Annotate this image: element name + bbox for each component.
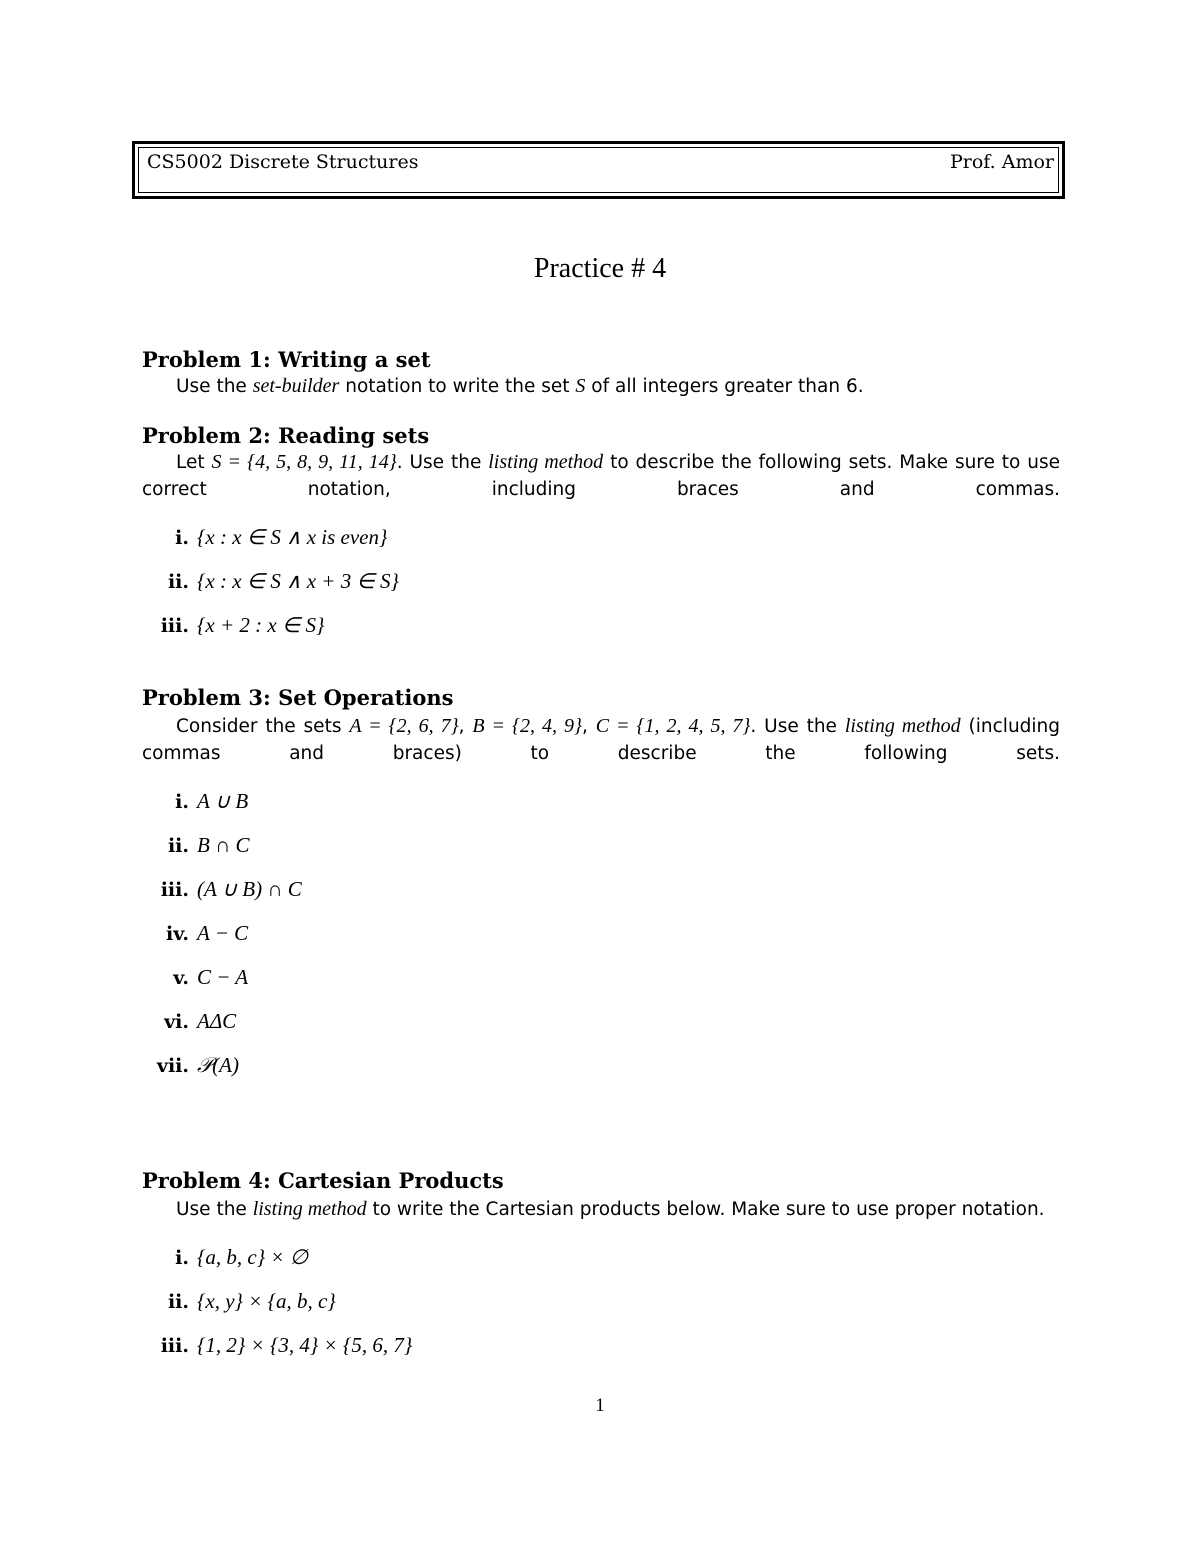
problem-3-item-3: iii. (A ∪ B) ∩ C — [160, 877, 302, 901]
course-header-inner — [138, 147, 1059, 193]
problem-4-text: Use the listing method to write the Cartesian products below. Make sure to use proper notation. — [176, 1198, 1045, 1220]
problem-2-item-1: i. {x : x ∈ S ∧ x is even} — [175, 525, 388, 549]
problem-4-item-2: ii. {x, y} × {a, b, c} — [167, 1289, 336, 1313]
problem-3-text: Consider the sets A = {2, 6, 7}, B = {2, 4, 9}, C = {1, 2, 4, 5, 7}. Use the listing method (including commas and braces) to describe the following sets. — [142, 715, 1060, 764]
problem-3-item-1: i. A ∪ B — [175, 789, 249, 813]
problem-3-title: Problem 3: Set Operations — [142, 685, 454, 710]
problem-2-text: Let S = {4, 5, 8, 9, 11, 14}. Use the listing method to describe the following sets. Make sure to use correct notation, including braces and commas. — [142, 451, 1060, 500]
problem-3-item-4: iv. A − C — [166, 921, 249, 945]
course-name: CS5002 Discrete Structures — [147, 151, 419, 173]
problem-1-text: Use the set-builder notation to write the set S of all integers greater than 6. — [176, 375, 864, 397]
problem-3-item-6: vi. AΔC — [164, 1009, 237, 1033]
problem-4-title: Problem 4: Cartesian Products — [142, 1168, 504, 1193]
problem-3-item-5: v. C − A — [173, 965, 249, 989]
page-number: 1 — [595, 1395, 605, 1416]
problem-2-title: Problem 2: Reading sets — [142, 423, 430, 448]
problem-4-item-3: iii. {1, 2} × {3, 4} × {5, 6, 7} — [160, 1333, 413, 1357]
course-header — [132, 141, 1065, 199]
instructor-name: Prof. Amor — [950, 151, 1054, 173]
page-title: Practice # 4 — [533, 253, 667, 284]
problem-4-item-1: i. {a, b, c} × ∅ — [175, 1245, 309, 1269]
problem-2-item-2: ii. {x : x ∈ S ∧ x + 3 ∈ S} — [167, 569, 399, 593]
problem-1-title: Problem 1: Writing a set — [142, 347, 431, 372]
problem-2-item-3: iii. {x + 2 : x ∈ S} — [160, 613, 325, 637]
problem-3-item-7: vii. 𝒫(A) — [156, 1053, 239, 1077]
problem-3-item-2: ii. B ∩ C — [167, 833, 250, 857]
